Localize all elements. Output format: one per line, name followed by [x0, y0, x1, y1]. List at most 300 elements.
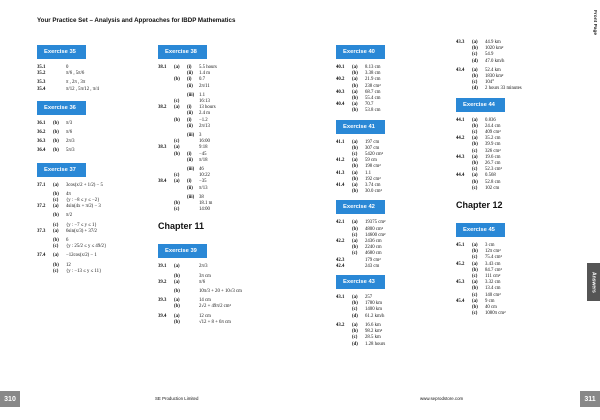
- subpart-label: (ii): [187, 157, 193, 163]
- part-label: (c): [472, 185, 478, 191]
- answer-value: 2.4 m: [199, 111, 210, 117]
- part-label: (b): [53, 262, 59, 268]
- answer-value: 2436 cm: [365, 239, 382, 245]
- answer-value: 5π/3: [66, 148, 75, 154]
- answer-value: 140 cm²: [485, 292, 501, 298]
- question-number: 45.3: [456, 280, 465, 286]
- part-label: (c): [472, 311, 478, 317]
- subpart-label: (i): [187, 65, 192, 70]
- answer-value: 55.4 cm: [365, 96, 381, 102]
- part-label: (a): [352, 322, 358, 328]
- question-number: 35.1: [37, 65, 46, 70]
- answer-value: 46: [199, 167, 204, 173]
- part-label: (b): [174, 273, 180, 279]
- answer-value: 16:00: [199, 139, 210, 145]
- publisher-text: SE Production Limited: [155, 396, 199, 401]
- part-label: (c): [472, 148, 478, 154]
- part-label: (a): [472, 40, 478, 45]
- part-label: (b): [53, 139, 59, 145]
- part-label: (b): [352, 189, 358, 195]
- part-label: (c): [174, 173, 180, 179]
- answer-row: [158, 124, 288, 130]
- answer-value: 75.4 cm²: [485, 255, 502, 261]
- answer-value: 47.0 km/h: [485, 58, 505, 64]
- part-label: (a): [472, 117, 478, 123]
- part-label: (a): [352, 295, 358, 301]
- answer-row: [336, 189, 436, 195]
- part-label: (c): [352, 335, 358, 341]
- subpart-label: (iii): [187, 167, 195, 173]
- answer-value: 409 cm²: [485, 130, 501, 136]
- part-label: (c): [472, 52, 478, 58]
- answer-value: 3.74 cm: [365, 183, 381, 189]
- answer-value: 44.9 km: [485, 40, 501, 45]
- part-label: (b): [174, 77, 180, 83]
- question-number: 38.4: [158, 179, 167, 185]
- answers-column-1: [37, 40, 137, 275]
- question-number: 38.3: [158, 145, 167, 151]
- answer-value: 12π cm²: [485, 249, 501, 255]
- question-number: 44.2: [456, 136, 465, 142]
- answer-value: π/18: [199, 157, 208, 163]
- question-number: 41.4: [336, 183, 345, 189]
- answer-row: [37, 244, 137, 250]
- answer-row: [37, 269, 137, 275]
- part-label: (a): [174, 264, 180, 270]
- answer-value: 68.7 cm: [365, 89, 381, 95]
- answers-column-2: [158, 40, 288, 329]
- part-label: (c): [472, 130, 478, 136]
- part-label: (b): [53, 148, 59, 154]
- question-number: 36.3: [37, 139, 46, 145]
- answer-value: 40 cm: [485, 305, 497, 311]
- answer-value: −35: [199, 179, 207, 185]
- answer-row: [158, 289, 288, 295]
- answer-value: {y : 25/2 ≤ y ≤ 49/2}: [66, 244, 107, 250]
- answer-row: [37, 213, 137, 219]
- answer-value: 10π/3 + 20 + 10√3 cm: [199, 289, 242, 295]
- part-label: (a): [352, 65, 358, 70]
- answer-value: 8.13 cm: [365, 65, 381, 70]
- answer-value: π/6 , 5π/6: [66, 71, 85, 77]
- exercise-heading: Exercise 45: [456, 223, 505, 237]
- answer-value: 2 hours 33 minutes: [485, 86, 522, 92]
- question-number: 44.4: [456, 173, 465, 179]
- answer-value: 21.9 cm: [365, 77, 381, 83]
- subpart-label: (ii): [187, 185, 193, 191]
- part-label: (a): [472, 136, 478, 142]
- answer-value: 111 cm²: [485, 274, 501, 280]
- part-label: (a): [352, 89, 358, 95]
- answer-value: π/12 , 5π/12 , π/4: [66, 86, 99, 92]
- part-label: (b): [472, 142, 478, 148]
- answer-value: 1.1: [199, 92, 205, 98]
- part-label: (a): [174, 313, 180, 319]
- part-label: (a): [472, 67, 478, 73]
- answer-value: 70.7: [365, 102, 374, 108]
- question-number: 37.2: [37, 204, 46, 210]
- answer-value: 0.568: [485, 173, 496, 179]
- answer-value: 2π/3: [66, 139, 75, 145]
- part-label: (d): [472, 58, 478, 64]
- answer-value: 39.9 cm: [485, 142, 501, 148]
- question-number: 42.2: [336, 239, 345, 245]
- subpart-label: (iii): [187, 133, 195, 139]
- website-text: www.seprodstore.com: [420, 396, 464, 401]
- answer-value: 1780 km: [365, 301, 382, 307]
- part-label: (b): [53, 213, 59, 219]
- part-label: (b): [174, 151, 180, 157]
- part-label: (b): [472, 179, 478, 185]
- question-number: 40.3: [336, 89, 345, 95]
- part-label: (a): [472, 243, 478, 249]
- answer-value: 6sin(x/3) + 37/2: [66, 228, 97, 234]
- answer-value: π/6: [199, 279, 206, 285]
- answer-value: 1.1: [365, 170, 371, 176]
- answer-value: π/3: [66, 120, 73, 126]
- answer-value: 98.2 km²: [365, 329, 383, 335]
- answer-value: 326 cm²: [485, 148, 501, 154]
- part-label: (b): [174, 319, 180, 325]
- answer-value: 12 cm: [199, 313, 211, 319]
- answer-value: 238 cm²: [365, 83, 381, 89]
- question-number: 39.1: [158, 264, 167, 270]
- part-label: (a): [53, 228, 59, 234]
- question-number: 43.2: [336, 322, 345, 328]
- part-label: (a): [174, 298, 180, 304]
- answer-value: 38: [199, 194, 204, 200]
- answer-row: [158, 264, 288, 270]
- answer-value: 30.0 cm²: [365, 189, 382, 195]
- part-label: (a): [352, 170, 358, 176]
- answer-value: 52.3 cm²: [485, 167, 502, 173]
- answer-value: 53.8 cm: [365, 108, 381, 114]
- part-label: (b): [352, 329, 358, 335]
- question-number: 44.1: [456, 117, 465, 123]
- question-number: 43.3: [456, 40, 465, 45]
- answer-value: 61.2 km/h: [365, 313, 385, 319]
- answer-value: 104°: [485, 80, 495, 86]
- answer-row: [37, 139, 137, 145]
- answer-row: [336, 314, 436, 320]
- part-label: (a): [472, 261, 478, 267]
- answer-row: [336, 264, 436, 270]
- part-label: (b): [174, 289, 180, 295]
- answer-value: −1.2: [199, 117, 208, 123]
- answer-value: 35.2 cm: [485, 136, 501, 142]
- answer-value: π , 2π , 3π: [66, 80, 86, 86]
- answer-value: {y : −13 ≤ y ≤ 11}: [66, 268, 102, 274]
- answer-row: [158, 186, 288, 192]
- answer-value: π/2: [66, 213, 73, 219]
- exercise-heading: Exercise 42: [336, 200, 385, 214]
- answer-value: 2π/13: [199, 123, 210, 129]
- answer-value: 1.4 m: [199, 71, 210, 77]
- part-label: (c): [352, 251, 358, 257]
- part-label: (c): [472, 80, 478, 86]
- part-label: (d): [352, 313, 358, 319]
- part-label: (a): [53, 253, 59, 259]
- answer-value: 1080π cm²: [485, 311, 506, 317]
- exercise-heading: Exercise 43: [336, 275, 385, 289]
- answer-value: 13 hours: [199, 105, 216, 111]
- subpart-label: (iii): [187, 194, 195, 200]
- answer-value: √12 + 8 + 6π cm: [199, 319, 231, 325]
- answer-row: [37, 148, 137, 154]
- answer-value: 1830 km²: [485, 74, 504, 80]
- answer-value: 19375 cm²: [365, 220, 386, 226]
- answer-value: 307 cm: [365, 145, 380, 151]
- chapter-heading: Chapter 12: [456, 200, 503, 211]
- part-label: (b): [53, 238, 59, 244]
- question-number: 40.2: [336, 77, 345, 83]
- part-label: (b): [472, 267, 478, 273]
- part-label: (b): [352, 96, 358, 102]
- answer-row: [37, 121, 137, 127]
- question-number: 43.1: [336, 295, 345, 301]
- part-label: (b): [472, 74, 478, 80]
- part-label: (b): [352, 108, 358, 114]
- answer-value: {y : −8 ≤ y ≤ −2}: [66, 198, 100, 204]
- answer-row: [37, 253, 137, 259]
- answer-value: 102 cm: [485, 185, 500, 191]
- answer-row: [158, 304, 288, 310]
- subpart-label: (i): [187, 77, 192, 83]
- part-label: (b): [352, 164, 358, 170]
- part-label: (b): [352, 83, 358, 89]
- exercise-heading: Exercise 35: [37, 45, 86, 59]
- part-label: (c): [53, 268, 59, 274]
- answer-value: 1.28 hours: [365, 341, 386, 347]
- exercise-heading: Exercise 39: [158, 244, 207, 258]
- part-label: (b): [472, 249, 478, 255]
- answer-value: 9:18: [199, 145, 208, 151]
- question-number: 37.1: [37, 182, 46, 188]
- answers-tab[interactable]: Answers: [587, 263, 600, 301]
- answer-value: 4sin(4x + π/2) − 3: [66, 204, 101, 210]
- exercise-heading: Exercise 44: [456, 98, 505, 112]
- part-label: (a): [174, 179, 180, 185]
- part-label: (a): [352, 77, 358, 83]
- part-label: (c): [472, 167, 478, 173]
- answer-value: 2240 cm: [365, 245, 382, 251]
- part-label: (a): [53, 182, 59, 188]
- question-number: 38.1: [158, 65, 167, 70]
- answer-row: [456, 186, 566, 192]
- answer-value: 16.6 km: [365, 322, 381, 328]
- part-label: (b): [352, 245, 358, 251]
- part-label: (c): [53, 244, 59, 250]
- chapter-heading: Chapter 11: [158, 221, 205, 232]
- answer-value: 3: [199, 133, 202, 139]
- exercise-heading: Exercise 37: [37, 163, 86, 177]
- answer-value: 26.7 cm: [485, 161, 501, 167]
- answer-value: 14:00: [199, 207, 210, 213]
- answer-value: 19.6 cm: [485, 154, 501, 160]
- answer-value: π/13: [199, 185, 208, 191]
- part-label: (c): [174, 207, 180, 213]
- question-number: 37.3: [37, 228, 46, 234]
- answer-row: [158, 207, 288, 213]
- part-label: (a): [174, 105, 180, 111]
- question-number: 41.1: [336, 139, 345, 145]
- subpart-label: (i): [187, 117, 192, 123]
- answer-value: 0.836: [485, 117, 496, 123]
- question-number: 36.2: [37, 130, 46, 136]
- answer-value: 5420 cm²: [365, 152, 384, 158]
- question-number: 45.4: [456, 298, 465, 304]
- part-label: (a): [472, 298, 478, 304]
- exercise-heading: Exercise 40: [336, 45, 385, 59]
- answer-row: [336, 342, 436, 348]
- answer-value: 3.38 cm: [365, 71, 381, 77]
- part-label: (b): [53, 191, 59, 197]
- answer-row: [37, 87, 137, 93]
- question-number: 35.3: [37, 80, 46, 86]
- answer-value: −12cos(x/2) − 1: [66, 253, 97, 259]
- answer-value: 10:22: [199, 173, 210, 179]
- answer-value: 54.9: [485, 52, 494, 58]
- exercise-heading: Exercise 41: [336, 120, 385, 134]
- question-number: 35.4: [37, 86, 46, 92]
- answer-row: [158, 84, 288, 90]
- part-label: (a): [352, 239, 358, 245]
- answer-value: 2π/11: [199, 83, 210, 89]
- answer-value: 3π cm: [199, 273, 211, 279]
- question-number: 42.1: [336, 220, 345, 226]
- answer-value: 14600 cm²: [365, 232, 386, 238]
- subpart-label: (iii): [187, 92, 195, 98]
- part-label: (b): [174, 201, 180, 207]
- answer-value: {y : −7 ≤ y ≤ 1}: [66, 222, 97, 228]
- part-label: (b): [352, 226, 358, 232]
- answer-value: 192 cm²: [365, 176, 381, 182]
- part-label: (b): [53, 120, 59, 126]
- answers-column-4: [456, 40, 566, 318]
- part-label: (a): [352, 158, 358, 164]
- answer-value: 197 cm: [365, 139, 380, 145]
- part-label: (c): [53, 222, 59, 228]
- subpart-label: (ii): [187, 111, 193, 117]
- question-number: 39.4: [158, 313, 167, 319]
- subpart-label: (ii): [187, 83, 193, 89]
- answer-value: −45: [199, 151, 207, 157]
- part-label: (c): [472, 292, 478, 298]
- part-label: (b): [352, 71, 358, 77]
- answers-column-3: [336, 40, 436, 348]
- part-label: (a): [352, 183, 358, 189]
- part-label: (c): [352, 232, 358, 238]
- part-label: (c): [174, 139, 180, 145]
- answer-value: 3cos(x/2 + 1/2) − 5: [66, 182, 103, 188]
- answer-row: [37, 204, 137, 210]
- answer-row: [456, 86, 566, 92]
- answer-value: 198 cm²: [365, 164, 381, 170]
- answer-value: 3.43 cm: [485, 261, 501, 267]
- question-number: 41.2: [336, 158, 345, 164]
- question-number: 37.4: [37, 253, 46, 259]
- exercise-heading: Exercise 38: [158, 45, 207, 59]
- part-label: (c): [472, 255, 478, 261]
- part-label: (c): [472, 274, 478, 280]
- part-label: (a): [174, 279, 180, 285]
- question-number: 43.4: [456, 67, 465, 73]
- answer-value: 2√2 + 49π/2 cm²: [199, 304, 231, 310]
- part-label: (a): [352, 139, 358, 145]
- part-label: (a): [472, 280, 478, 286]
- question-number: 40.1: [336, 65, 345, 70]
- left-page-number: 310: [0, 391, 20, 407]
- answer-row: [158, 158, 288, 164]
- question-number: 35.2: [37, 71, 46, 77]
- answer-value: 5.5 hours: [199, 65, 217, 70]
- question-number: 44.3: [456, 154, 465, 160]
- answer-value: 243 cm: [365, 263, 380, 269]
- question-number: 36.4: [37, 148, 46, 154]
- subpart-label: (ii): [187, 71, 193, 77]
- answer-value: 52.4 km: [485, 67, 501, 73]
- question-number: 36.1: [37, 120, 46, 126]
- question-number: 39.2: [158, 279, 167, 285]
- answer-value: 3.32 cm: [485, 280, 501, 286]
- part-label: (d): [472, 86, 478, 92]
- part-label: (c): [174, 99, 180, 105]
- answer-value: π/6: [66, 130, 73, 136]
- answer-value: 59 cm: [365, 158, 377, 164]
- page-title: Your Practice Set – Analysis and Approaches for IBDP Mathematics: [37, 17, 236, 24]
- answer-value: 13.4 cm: [485, 286, 501, 292]
- answer-value: 4π: [66, 191, 71, 197]
- part-label: (b): [352, 145, 358, 151]
- part-label: (b): [53, 130, 59, 136]
- answer-row: [456, 59, 566, 65]
- part-label: (a): [472, 173, 478, 179]
- answer-value: 24.4 cm: [485, 123, 501, 129]
- part-label: (c): [53, 198, 59, 204]
- question-number: 45.1: [456, 243, 465, 249]
- part-label: (b): [472, 123, 478, 129]
- part-label: (a): [174, 145, 180, 151]
- answer-value: 28.5 km: [365, 335, 381, 341]
- answer-value: 1400 km: [365, 307, 382, 313]
- side-label-front-page: Front Page: [592, 10, 597, 36]
- right-page-number: 311: [580, 391, 600, 407]
- answer-value: 12: [66, 262, 71, 268]
- answer-value: 0: [66, 65, 69, 70]
- question-number: 38.2: [158, 105, 167, 111]
- answer-row: [37, 229, 137, 235]
- answer-value: 6: [66, 238, 69, 244]
- answer-row: [158, 320, 288, 326]
- part-label: (a): [472, 154, 478, 160]
- question-number: 41.3: [336, 170, 345, 176]
- answer-value: 84.7 cm²: [485, 267, 502, 273]
- subpart-label: (ii): [187, 123, 193, 129]
- answer-row: [158, 280, 288, 286]
- part-label: (a): [53, 204, 59, 210]
- part-label: (b): [472, 286, 478, 292]
- subpart-label: (i): [187, 179, 192, 185]
- answer-value: 179 cm²: [365, 257, 381, 263]
- answer-row: [37, 130, 137, 136]
- answer-value: 4800 cm²: [365, 226, 384, 232]
- question-number: 39.3: [158, 298, 167, 304]
- answer-value: 2π/3: [199, 264, 208, 270]
- subpart-label: (i): [187, 105, 192, 111]
- part-label: (a): [174, 65, 180, 70]
- subpart-label: (i): [187, 151, 192, 157]
- answer-value: 18.1 m: [199, 201, 213, 207]
